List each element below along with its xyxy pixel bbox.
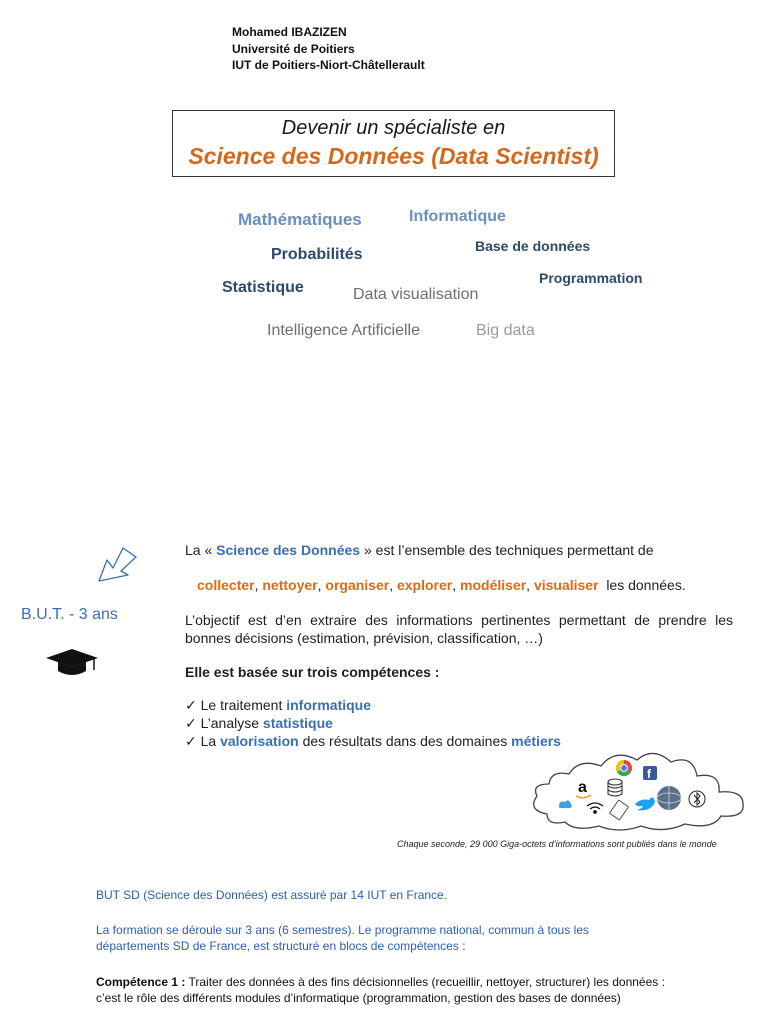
facebook-icon bbox=[643, 766, 657, 781]
verb: visualiser bbox=[533, 577, 599, 593]
data-cloud-illustration bbox=[525, 744, 749, 832]
word-programmation: Programmation bbox=[539, 270, 643, 286]
intro-definition: La « Science des Données » est l’ensemble des techniques permettant de bbox=[185, 542, 654, 558]
list-item: ✓ La valorisation des résultats dans des domaines métiers bbox=[185, 733, 561, 749]
word-mathematiques: Mathématiques bbox=[238, 210, 362, 229]
bluetooth-icon bbox=[689, 791, 705, 807]
check-icon: ✓ bbox=[185, 697, 197, 713]
word-base-de-donnees: Base de données bbox=[475, 238, 591, 254]
word-intelligence-artificielle: Intelligence Artificielle bbox=[267, 322, 420, 339]
verb: nettoyer bbox=[262, 577, 318, 593]
author-name: Mohamed IBAZIZEN bbox=[232, 25, 347, 39]
svg-text:f: f bbox=[647, 767, 651, 781]
but-duration-label: B.U.T. - 3 ans bbox=[21, 606, 118, 623]
word-big-data: Big data bbox=[476, 322, 535, 339]
intro-based-on: Elle est basée sur trois compétences : bbox=[185, 664, 440, 680]
verb: explorer bbox=[396, 577, 453, 593]
bottom-paragraph-1: BUT SD (Science des Données) est assuré par 14 IUT en France. bbox=[96, 888, 448, 902]
word-statistique: Statistique bbox=[222, 279, 304, 296]
chrome-icon bbox=[616, 760, 632, 776]
check-icon: ✓ bbox=[185, 733, 197, 749]
author-iut: IUT de Poitiers-Niort-Châtellerault bbox=[232, 58, 425, 72]
title-line1: Devenir un spécialiste en bbox=[281, 117, 506, 139]
check-icon: ✓ bbox=[185, 715, 197, 731]
word-informatique: Informatique bbox=[409, 208, 506, 225]
competence-1-label: Compétence 1 : bbox=[96, 975, 186, 989]
author-university: Université de Poitiers bbox=[232, 41, 355, 56]
list-item: ✓ Le traitement informatique bbox=[185, 697, 372, 713]
intro-verbs: collecter, nettoyer, organiser, explorer, modéliser, visualiser les données. bbox=[197, 577, 686, 593]
title-box bbox=[172, 110, 615, 177]
competences-list bbox=[185, 696, 561, 750]
globe-icon bbox=[657, 786, 681, 810]
word-data-visualisation: Data visualisation bbox=[353, 286, 479, 303]
intro-objective: L’objectif est d’en extraire des informations pertinentes permettant de prendre les bonnes décisions (estimation, prévision, classification, …) bbox=[185, 612, 733, 646]
intro-term: Science des Données bbox=[216, 542, 361, 558]
word-probabilites: Probabilités bbox=[271, 246, 363, 263]
author-block bbox=[232, 24, 425, 74]
cloud-caption: Chaque seconde, 29 000 Giga-octets d’informations sont publiés dans le monde bbox=[397, 839, 717, 849]
graduation-cap-icon bbox=[44, 646, 100, 680]
title-line2: Science des Données (Data Scientist) bbox=[188, 143, 599, 169]
arrow-down-left-icon bbox=[96, 544, 140, 584]
amazon-icon: a bbox=[578, 779, 587, 796]
competence-1-paragraph: Compétence 1 : Traiter des données à des fins décisionnelles (recueillir, nettoyer, structurer) les données : c’est le rôle des différents modules d’informatique (programmation, gestion des bases de données) bbox=[96, 975, 665, 1005]
verb: modéliser bbox=[460, 577, 527, 593]
bottom-paragraph-2: La formation se déroule sur 3 ans (6 semestres). Le programme national, commun à tous les départements SD de France, est structuré en blocs de compétences : bbox=[96, 923, 589, 953]
verb: collecter bbox=[197, 577, 255, 593]
list-item: ✓ L’analyse statistique bbox=[185, 715, 333, 731]
verb: organiser bbox=[325, 577, 390, 593]
